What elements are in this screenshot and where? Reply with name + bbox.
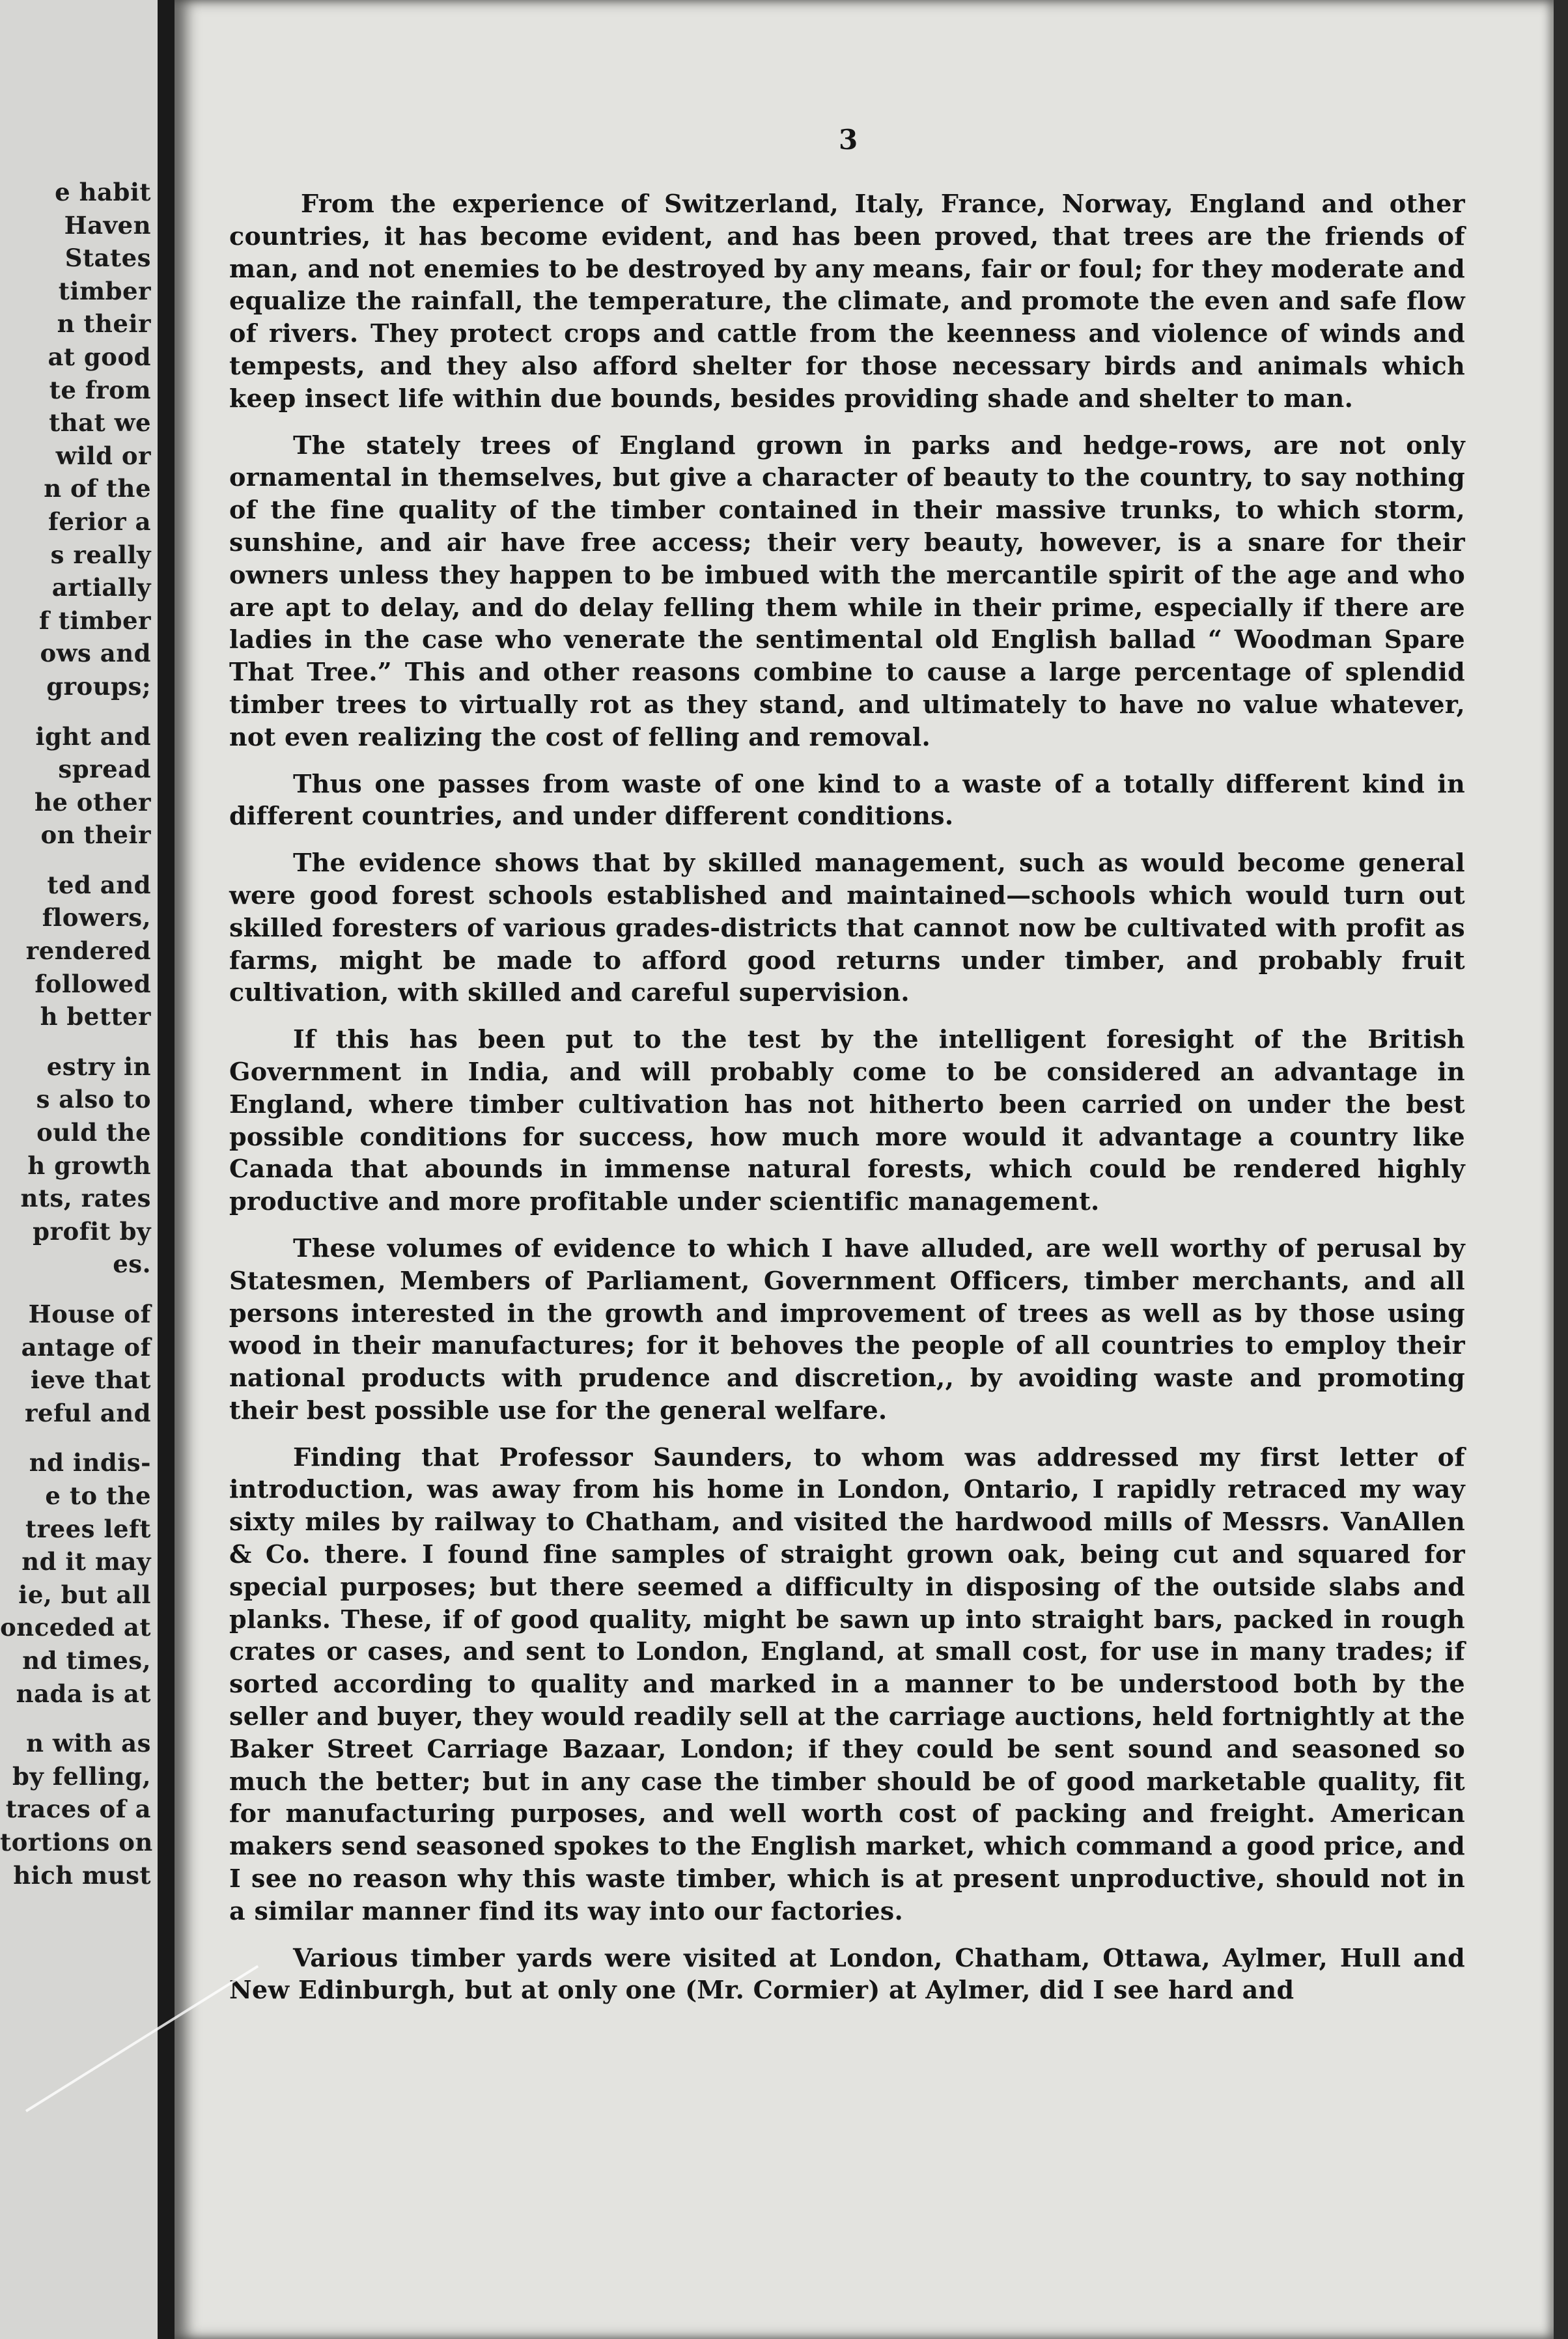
fragment-line: s also to [36,1085,151,1114]
fragment-line: hich must [13,1860,151,1890]
fragment-line: reful and [24,1398,151,1427]
fragment-line: States [64,244,151,273]
fragment-line: es. [113,1250,151,1279]
fragment-line: trees left [25,1514,151,1543]
paragraph: If this has been put to the test by the intelligent foresight of the British Government in India, and will probably come to be considered an advantage in England, where timber cultivation has not hitherto been carried on under the best possible conditions for success, how much more would it advantage a country like Canada that abounds in immense natural forests, which could be rendered highly productive and more profitable under scientific management. [229,1024,1465,1216]
fragment-gap [0,703,151,720]
page-number: 3 [839,124,858,156]
fragment-line: s really [50,540,151,569]
fragment-line: wild or [55,441,151,470]
fragment-line: h growth [27,1151,151,1180]
fragment-gap [0,1281,151,1298]
fragment-line: spread [58,755,151,784]
fragment-line: he other [34,787,151,817]
fragment-gap [0,1429,151,1446]
previous-page-text-fragments [0,176,151,1892]
scan-right-edge [1554,0,1568,2339]
fragment-line: ieve that [30,1366,151,1395]
fragment-line: followed [35,969,151,998]
fragment-line: ows and [40,639,151,668]
fragment-line: tortions on [0,1827,153,1856]
paragraph: Various timber yards were visited at London, Chatham, Ottawa, Aylmer, Hull and New Edinburgh, but at only one (Mr. Cormier) at Aylmer, did I see hard and [229,1942,1465,2005]
fragment-line: e habit [55,178,151,206]
fragment-line: at good [48,342,151,371]
paragraph: From the experience of Switzerland, Italy, France, Norway, England and other countries, it has become evident, and has been proved, that trees are the friends of man, and not enemies to be destroyed by any means, fair or foul; for they moderate and equalize the rainfall, the temperature, the climate, and promote the even and safe flow of rivers. They protect crops and cattle from the keenness and violence of winds and tempests, and they also afford shelter for those necessary birds and animals which keep insect life within due bounds, besides providing shade and shelter to man. [229,189,1465,413]
fragment-line: estry in [46,1052,151,1081]
fragment-line: n with as [26,1729,151,1758]
fragment-line: Haven [64,210,151,240]
fragment-gap [0,1710,151,1727]
fragment-line: ferior a [48,507,151,536]
paragraph: The stately trees of England grown in parks and hedge-rows, are not only ornamental in themselves, but give a character of beauty to the country, to say nothing of the fine quality of the timber contained in their massive trunks, to which storm, sunshine, and air have free access; their very beauty, however, is a snare for their owners unless they happen to be imbued with the mercantile spirit of the age and who are apt to delay, and do delay felling them while in their prime, especially if there are ladies in the case who venerate the sentimental old English ballad “ Woodman Spare That Tree.” This and other reasons combine to cause a large percentage of splendid timber trees to virtually rot as they stand, and ultimately to have no value whatever, not even realizing the cost of felling and removal. [229,430,1465,751]
fragment-line: by felling, [12,1761,151,1791]
fragment-line: n of the [44,474,151,503]
fragment-line: e to the [45,1481,151,1510]
fragment-line: profit by [33,1216,151,1246]
fragment-line: nd it may [21,1547,151,1576]
previous-page-edge [0,0,175,2339]
fragment-line: te from [49,375,151,404]
fragment-line: ight and [35,721,151,751]
paragraph: Thus one passes from waste of one kind to a waste of a totally different kind in different countries, and under different conditions. [229,768,1465,831]
paragraph: These volumes of evidence to which I have alluded, are well worthy of perusal by Statesmen, Members of Parliament, Government Officers, timber merchants, and all persons interested in the growth and improvement of trees as well as by those using wood in their manufactures; for it behoves the people of all countries to employ their national products with prudence and discretion,, by avoiding waste and promoting their best possible use for the general welfare. [229,1233,1465,1425]
fragment-line: timber [58,276,151,305]
fragment-line: flowers, [42,903,151,932]
paragraph: The evidence shows that by skilled management, such as would become general were good forest schools established and maintained—schools which would turn out skilled foresters of various grades-districts that cannot now be cultivated with profit as farms, might be made to afford good returns under timber, and probably fruit cultivation, with skilled and careful supervision. [229,848,1465,1007]
fragment-line: n their [57,309,151,339]
fragment-line: ted and [47,870,151,899]
page-body [229,188,1465,2021]
fragment-line: h better [40,1002,151,1031]
fragment-line: on their [40,820,151,850]
fragment-line: nd indis- [29,1448,151,1478]
fragment-line: House of [28,1300,151,1328]
fragment-line: groups; [46,671,151,701]
fragment-gap [0,852,151,869]
fragment-line: that we [49,408,151,438]
fragment-line: onceded at [0,1613,151,1642]
fragment-line: nd times, [22,1646,151,1675]
paragraph: Finding that Professor Saunders, to whom was addressed my first letter of introduction, was away from his home in London, Ontario, I rapidly retraced my way sixty miles by railway to Chatham, and visited the hardwood mills of Messrs. VanAllen & Co. there. I found fine samples of straight grown oak, being cut and squared for special purposes; but there seemed a difficulty in disposing of the outside slabs and planks. These, if of good quality, might be sawn up into straight bars, packed in rough crates or cases, and sent to London, England, at small cost, for use in many trades; if sorted according to quality and marked in a manner to be understood both by the seller and buyer, they would readily sell at the carriage auctions, held fortnightly at the Baker Street Carriage Bazaar, London; if they could be sent sound and seasoned so much the better; but in any case the timber should be of good marketable quality, fit for manufacturing purposes, and well worth cost of packing and freight. American makers send seasoned spokes to the English market, which command a good price, and I see no reason why this waste timber, which is at present unproductive, should not in a similar manner find its way into our factories. [229,1442,1465,1926]
fragment-gap [0,1033,151,1050]
fragment-line: artially [51,573,151,602]
fragment-line: ould the [36,1118,151,1147]
fragment-line: nts, rates [20,1184,151,1213]
fragment-line: ie, but all [18,1580,151,1609]
fragment-line: nada is at [16,1679,151,1708]
book-gutter [158,0,175,2339]
fragment-line: antage of [21,1332,151,1362]
fragment-line: rendered [25,936,151,966]
fragment-line: f timber [39,606,151,635]
fragment-line: traces of a [5,1795,151,1824]
